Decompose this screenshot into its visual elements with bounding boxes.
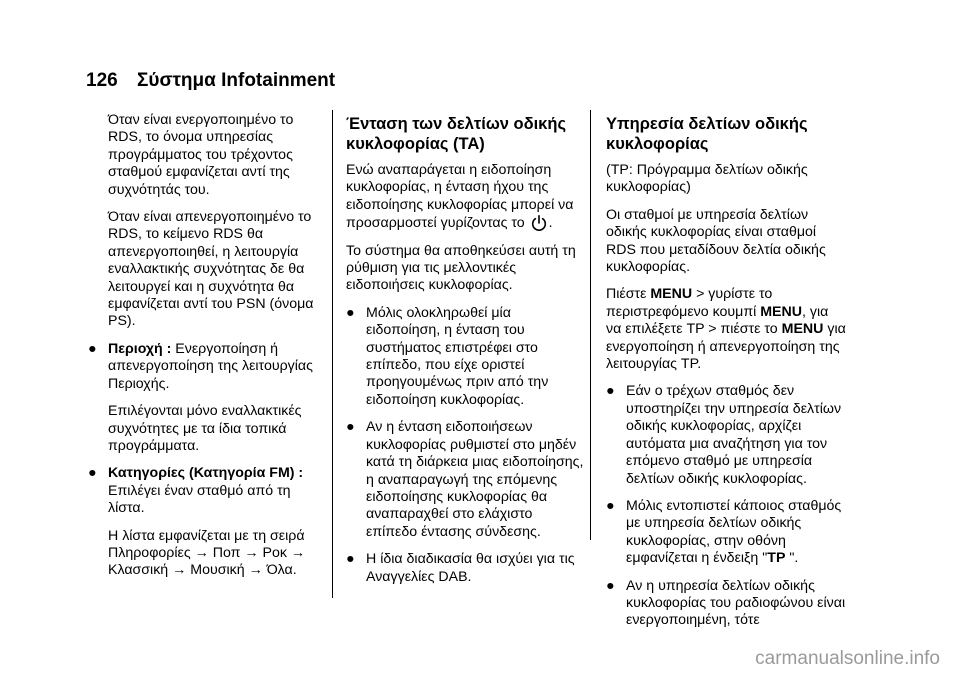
bullet-icon: ● [606,577,615,594]
list-item [606,383,846,487]
list-item-text: Μόλις εντοπιστεί κάποιος σταθμός με υπηρεσία δελτίων οδικής κυκλοφορίας, στην οθόνη εμφανίζεται η ένδειξη " [626,497,842,567]
page-title: Σύστημα Infotainment [136,70,336,91]
list-item-text: Αν η υπηρεσία δελτίων οδικής κυκλοφορίας του ραδιοφώνου είναι ενεργοποιημένη, τότε [626,577,846,629]
paragraph-tp-stations: Οι σταθμοί με υπηρεσία δελτίων οδικής κυκλοφορίας είναι σταθμοί RDS που μεταδίδουν δελτία οδικής κυκλοφορίας. [606,206,826,276]
description-categories: Επιλέγει έναν σταθμό από τη λίστα. [108,482,291,517]
menu-key-label: MENU [781,321,824,338]
paragraph-ta-adjust-end: . [548,215,553,232]
watermark: carmanualsonline.info [755,648,940,669]
paragraph-category-order: Η λίστα εμφανίζεται με τη σειρά Πληροφορίες → Ποπ → Ροκ → Κλασσική → Μουσική → Όλα. [108,527,306,579]
list-item-text: Αν η ένταση ειδοποιήσεων κυκλοφορίας ρυθμιστεί στο μηδέν κατά τη διάρκεια μιας ειδοποίησης, η αναπαραγωγή της επόμενης ειδοποίησης κυκλοφορίας θα αναπαραχθεί στο ελάχιστο επίπεδο έντασης σύνδεσης. [366,419,584,540]
page-number: 126 [86,70,118,91]
term-region: Περιοχή : [108,340,172,357]
instruction-text: Πιέστε [606,286,651,303]
tp-indicator-label: TP [767,550,786,567]
description-region: Ενεργοποίηση ή απενεργοποίηση της λειτουργίας Περιοχής. [108,340,313,392]
menu-key-label: MENU [650,286,693,303]
heading-ta-volume: Ένταση των δελτίων οδικής κυκλοφορίας (TA) [346,115,567,153]
instruction-text: > γυρίστε το περιστρεφόμενο κουμπί [606,286,773,320]
list-item [346,419,586,541]
bullet-icon: ● [346,551,355,568]
paragraph-rds-off: Όταν είναι απενεργοποιημένο το RDS, το κείμενο RDS θα απενεργοποιηθεί, η λειτουργία εναλλακτικής συχνότητας δε θα λειτουργεί και η συχνότητα θα εμφανίζεται αντί του PSN (όνομα PS). [108,209,314,330]
term-categories: Κατηγορίες (Κατηγορία FM) : [108,465,304,482]
list-item [346,305,586,409]
list-item [346,551,586,586]
column-3 [606,112,846,640]
list-item [606,498,846,568]
paragraph-ta-adjust [346,162,586,233]
bullet-icon: ● [346,419,355,436]
menu-key-label: MENU [760,303,803,320]
power-knob-icon [530,214,548,232]
instruction-text: , για να επιλέξετε TP > πιέστε το [606,303,829,338]
column-2 [346,112,586,596]
list-item-text: Μόλις ολοκληρωθεί μία ειδοποίηση, η ένταση του συστήματος επιστρέφει στο επίπεδο, που είχε οριστεί προηγουμένως πριν από την ειδοποίηση κυκλοφορίας. [366,304,549,408]
column-1 [88,112,323,590]
column-divider-left [332,110,333,598]
list-item-region [88,341,323,393]
heading-tp-service: Υπηρεσία δελτίων οδικής κυκλοφορίας [606,115,808,153]
list-item-text: Η ίδια διαδικασία θα ισχύει για τις Αναγγελίες DAB. [366,551,575,585]
paragraph-regional-frequencies: Επιλέγονται μόνο εναλλακτικές συχνότητες με τα ίδια τοπικά προγράμματα. [108,403,302,454]
paragraph-tp-instructions [606,286,846,373]
list-item-text: ". [785,550,799,567]
page-header [86,70,335,92]
bullet-icon: ● [606,383,615,400]
bullet-icon: ● [88,340,97,357]
column-divider-right [590,110,591,540]
instruction-text: για ενεργοποίηση ή απενεργοποίηση της λειτουργίας TP. [606,321,846,373]
paragraph-tp-definition: (TP: Πρόγραμμα δελτίων οδικής κυκλοφορίας) [606,162,808,196]
bullet-icon: ● [346,304,355,321]
paragraph-ta-adjust-text: Ενώ αναπαράγεται η ειδοποίηση κυκλοφορίας, η ένταση ήχου της ειδοποίησης κυκλοφορίας μπορεί να προσαρμοστεί γυρίζοντας το [346,162,574,232]
list-item-text: Εάν ο τρέχων σταθμός δεν υποστηρίζει την υπηρεσία δελτίων οδικής κυκλοφορίας, αρχίζει αυτόματα μια αναζήτηση για τον επόμενο σταθμό με υπηρεσία δελτίων οδικής κυκλοφορίας. [626,383,842,487]
paragraph-ta-saved: Το σύστημα θα αποθηκεύσει αυτή τη ρύθμιση για τις μελλοντικές ειδοποιήσεις κυκλοφορίας. [346,242,576,294]
list-item-categories [88,465,323,517]
bullet-icon: ● [606,497,615,514]
bullet-icon: ● [88,465,97,482]
list-item [606,578,846,630]
paragraph-rds-on: Όταν είναι ενεργοποιημένο το RDS, το όνομα υπηρεσίας προγράμματος του τρέχοντος σταθμού εμφανίζεται αντί της συχνότητάς του. [108,112,294,198]
